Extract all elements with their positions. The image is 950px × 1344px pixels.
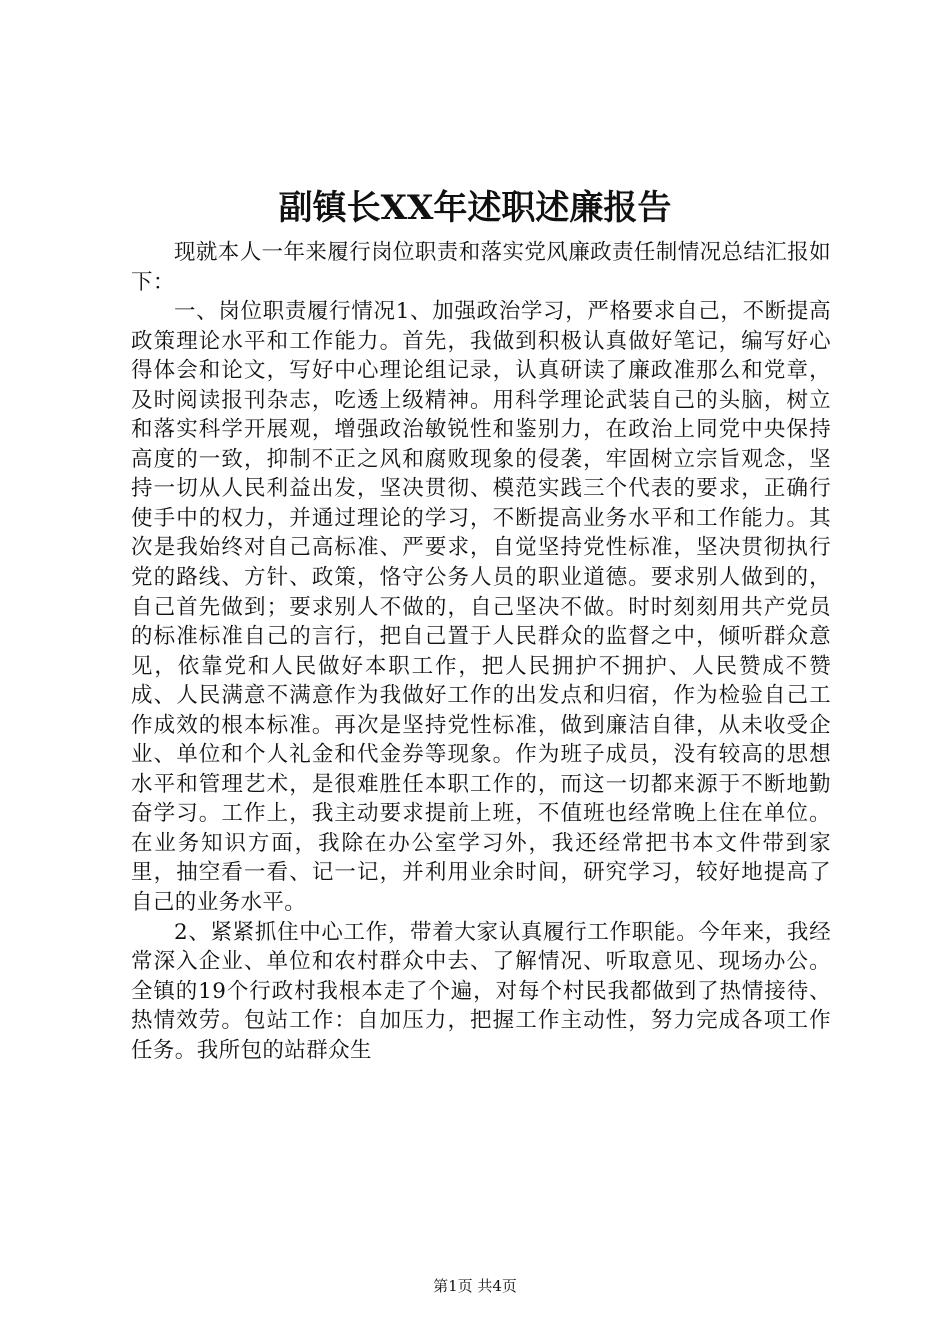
paragraph-section-1: 一、岗位职责履行情况1、加强政治学习，严格要求自己，不断提高政策理论水平和工作能力。首先，我做到积极认真做好笔记，编写好心得体会和论文，写好中心理论组记录，认真研读了廉政准那么和党章，及时阅读报刊杂志，吃透上级精神。用科学理论武装自己的头脑，树立和落实科学开展观，增强政治敏锐性和鉴别力，在政治上同党中央保持高度的一致，抑制不正之风和腐败现象的侵袭，牢固树立宗旨观念，坚持一切从人民利益出发，坚决贯彻、模范实践三个代表的要求，正确行使手中的权力，并通过理论的学习，不断提高业务水平和工作能力。其次是我始终对自己高标准、严要求，自觉坚持党性标准，坚决贯彻执行党的路线、方针、政策，恪守公务人员的职业道德。要求别人做到的，自己首先做到；要求别人不做的，自己坚决不做。时时刻刻用共产党员的标准标准自己的言行，把自己置于人民群众的监督之中，倾听群众意见，依靠党和人民做好本职工作，把人民拥护不拥护、人民赞成不赞成、人民满意不满意作为我做好工作的出发点和归宿，作为检验自己工作成效的根本标准。再次是坚持党性标准，做到廉洁自律，从未收受企业、单位和个人礼金和代金券等现象。作为班子成员，没有较高的思想水平和管理艺术，是很难胜任本职工作的，而这一切都来源于不断地勤奋学习。工作上，我主动要求提前上班，不值班也经常晚上住在单位。在业务知识方面，我除在办公室学习外，我还经常把书本文件带到家里，抽空看一看、记一记，并利用业余时间，研究学习，较好地提高了自己的业务水平。 [131,299,831,916]
document-title: 副镇长XX年述职述廉报告 [278,188,672,228]
page-number-footer: 第1页 共4页 [433,1277,517,1295]
paragraph-section-2: 2、紧紧抓住中心工作，带着大家认真履行工作职能。今年来，我经常深入企业、单位和农村群众中去、了解情况、听取意见、现场办公。全镇的19个行政村我根本走了个遍，对每个村民我都做到了热情接待、热情效劳。包站工作：自加压力，把握工作主动性，努力完成各项工作任务。我所包的站群众生 [131,919,831,1063]
document-body [131,238,831,1065]
paragraph-intro: 现就本人一年来履行岗位职责和落实党风廉政责任制情况总结汇报如下： [131,240,832,295]
